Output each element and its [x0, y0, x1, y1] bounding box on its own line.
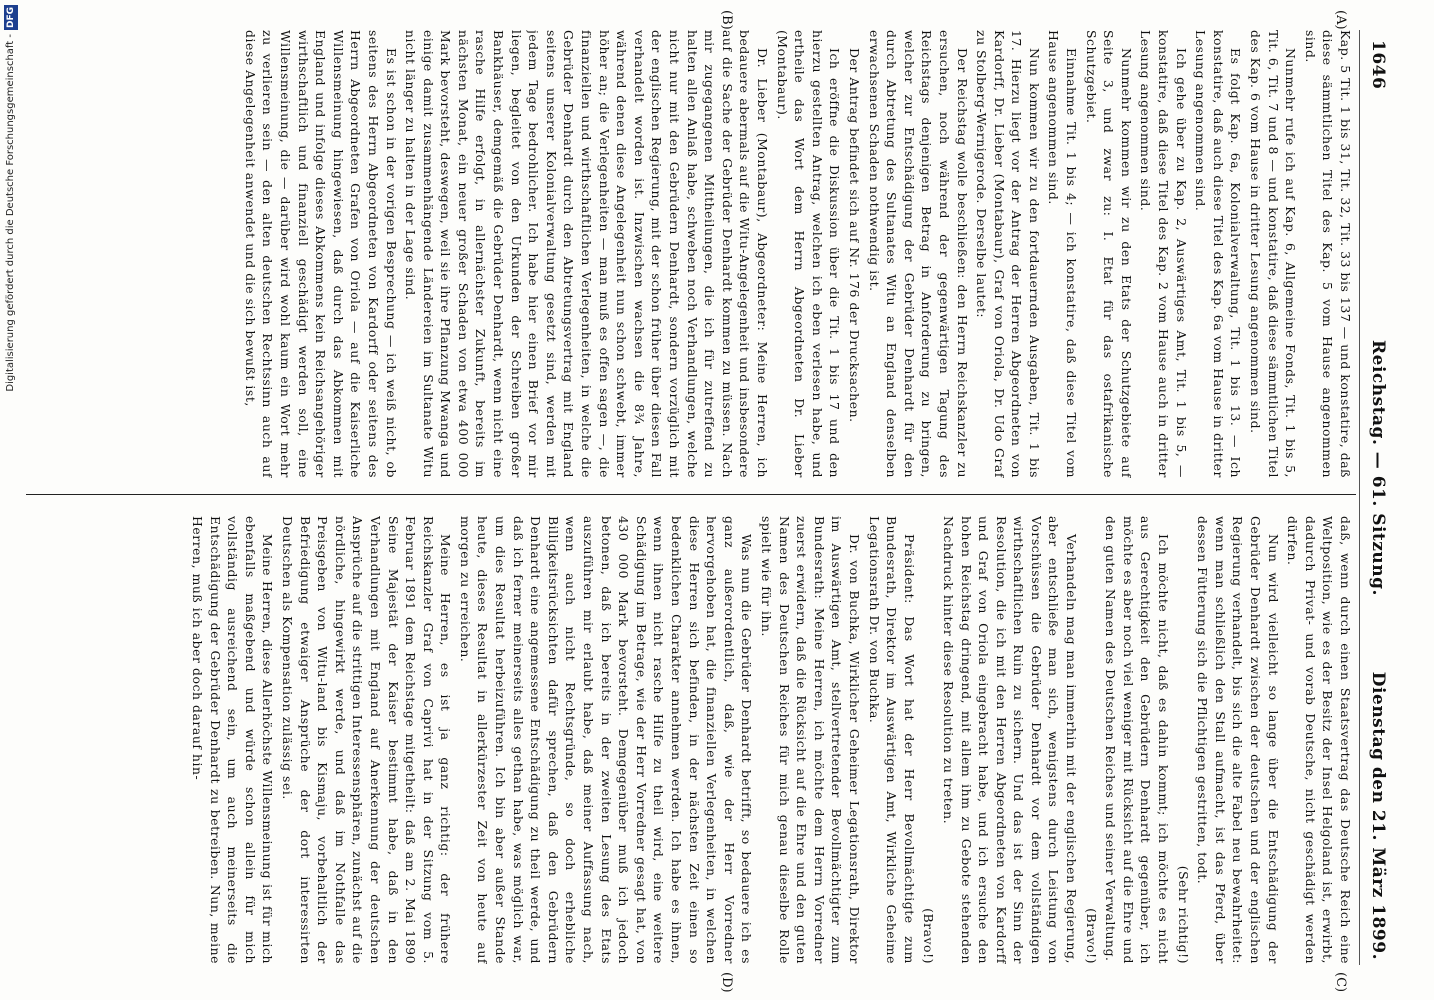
- interjection: (Sehr richtig!): [1175, 865, 1191, 964]
- paragraph: Was nun die Gebrüder Denhardt betrifft, so bedauere ich es ganz außerordentlich, daß, wie der Herr Vorredner hervorgehoben hat, die finanziellen Verlegenheiten, in welchen diese Herren sich befinden, in der nächsten Zeit einen so bedenklichen Charakter annehmen werden. Ich habe es ihnen, wenn ihnen nicht rasche Hilfe zu theil wird, eine weitere Schädigung im Betrage, wie der Herr Vorredner gesagt hat, von 430 000 Mark bevorsteht. Demgegenüber muß ich jedoch betonen, daß ich bereits in der zweiten Lesung des Etats auszuführen mir erlaubt habe, daß meiner Auffassung nach, wenn auch nicht Rechtsgründe, so doch erhebliche Billigkeitsrücksichten dafür sprechen, daß den Gebrüdern Denhardt eine angemessene Entschädigung zu theil werde, und daß ich ferner meinerseits alles gethan habe, was möglich war, um dies Resultat herbeizuführen. Ich bin aber außer Stande heute, dieses Resultat in allerkürzester Zeit von heute auf morgen zu erreichen.: [457, 516, 755, 964]
- dfg-logo: DFG: [6, 7, 16, 29]
- paragraph: Ich eröffne die Diskussion über die Tit. 1 bis 17 und den hierzu gestellten Antrag, welchen ich eben verlesen habe, und ertheile das Wort dem Herrn Abgeordneten Dr. Lieber (Montabaur).: [774, 30, 843, 478]
- paragraph: Nunmehr rufe ich auf Kap. 6, Allgemeine Fonds, Tit. 1 bis 5, Tit. 6, Tit. 7 und 8 — und konstatire, daß diese sämmtlichen Titel des Kap. 6 vom Hause in dritter Lesung angenommen sind.: [1248, 30, 1299, 478]
- paragraph: Es folgt Kap. 6a, Kolonialverwaltung, Tit. 1 bis 13. — Ich konstatire, daß auch diese Titel des Kap. 6a vom Hause in dritter Lesung angenommen sind.: [1193, 30, 1244, 478]
- page-header: [1362, 40, 1388, 960]
- interjection: (Bravo!): [1083, 908, 1099, 964]
- right-text-column: [34, 516, 1354, 964]
- marker-c: (C): [1333, 972, 1348, 993]
- marker-b: (B): [719, 10, 734, 30]
- paragraph: Nunmehr kommen wir zu den Etats der Schutzgebiete auf Seite 3, und zwar zu: I. Etat für das ostafrikanische Schutzgebiet.: [1083, 30, 1134, 478]
- speech-buchka: Dr. von Buchka, Wirklicher Geheimer Legationsrath, Direktor im Auswärtigen Amt, stellvertretender Bevollmächtigter zum Bundesrath: Meine Herren, ich möchte dem Herrn Vorredner zuerst erwidern, daß die Rücksicht auf die Ehre und den guten Namen des Deutschen Reiches für mich genau dieselbe Rolle spielt wie für ihn.: [759, 516, 862, 964]
- paragraph: Nun kommen wir zu den fortdauernden Ausgaben, Tit. 1 bis 17. Hierzu liegt vor der Antrag der Herren Abgeordneten von Kardorff, Dr. Lieber (Montabaur), Graf von Oriola, Dr. Udo Graf zu Stolberg-Wernigerode. Derselbe lautet:: [974, 30, 1042, 478]
- president-statement: Präsident: Das Wort hat der Herr Bevollmächtigte zum Bundesrath, Direktor im Auswärtigen Amt, Wirkliche Geheime Legationsrath Dr. von Buchka.: [866, 516, 917, 964]
- paragraph: Kap. 5 Tit. 1 bis 31, Tit. 32, Tit. 33 bis 137 — und konstatire, daß diese sämmtlichen Titel des Kap. 5 vom Hause angenommen sind.: [1302, 30, 1353, 478]
- marker-a: (A): [1333, 10, 1348, 30]
- paragraph: Nun wird vielleicht so lange über die Entschädigung der Gebrüder Denhardt zwischen der deutschen und der englischen Regierung verhandelt, bis sich die alte Fabel neu bewahrheitet: wenn man schließlich den Stall aufmacht, ist das Pferd, über dessen Fütterung sich die Pflichtigen gestritten, todt.: [1195, 516, 1281, 964]
- paragraph: Meine Herren, es ist ja ganz richtig: der frühere Reichskanzler Graf von Caprivi hat in der Sitzung vom 5. Februar 1891 dem Reichstage mitgetheilt: daß am 2. Mai 1890 Seine Majestät der Kaiser bestimmt habe, daß in den Verhandlungen mit England auf Anerkennung der deutschen Ansprüche auf die strittigen Interessensphären, zunächst auf die nördliche, hingewirkt werde, und daß im Nothfalle das Preisgeben von Witu-land bis Kismaju, vorbehaltlich der Befriedigung etwaiger Ansprüche der dort interessirten Deutschen als Kompensation zulässig sei.: [279, 516, 454, 964]
- credit-text: Digitalisierung gefördert durch die Deutsche Forschungsgemeinschaft -: [5, 34, 16, 392]
- session-title: Reichstag. — 61. Sitzung.: [1368, 340, 1388, 596]
- paragraph: Ich gehe über zu Kap. 2, Auswärtiges Amt, Tit. 1 bis 5, — konstatire, daß diese Titel des Kap. 2 vom Hause auch in dritter Lesung angenommen sind.: [1138, 30, 1189, 478]
- paragraph: daß, wenn durch einen Staatsvertrag das Deutsche Reich eine Weltposition, wie es der Besitz der Insel Helgoland ist, erwirbt, dadurch Privat- und vorab Deutsche, nicht geschädigt werden dürfen.: [1285, 516, 1353, 964]
- session-date: Dienstag den 21. März 1899.: [1368, 671, 1388, 960]
- left-text-column: [34, 30, 1354, 478]
- paragraph: Verhandeln mag man immerhin mit der englischen Regierung, aber entschließe man sich, wenigstens durch Leistung von Vorschüssen die Gebrüder Denhardt vor dem vollständigen wirthschaftlichen Ruin zu sichern. Und das ist der Sinn der Resolution, die ich mit den Herren Abgeordneten von Kardorff und Graf von Oriola eingebracht habe, und ich ersuche den hohen Reichstag dringend, mit allem ihm zu Gebote stehenden Nachdruck hinter diese Resolution zu treten.: [940, 516, 1080, 964]
- speech-lieber: Dr. Lieber (Montabaur), Abgeordneter: Meine Herren, ich bedauere abermals auf die Witu-Angelegenheit und insbesondere auf die Sache der Gebrüder Denhardt kommen zu müssen. Nach mir zugegangenen Mittheilungen, die ich für zutreffend zu halten allen Anlaß habe, schweben noch Verhandlungen, welche nicht nur mit den Gebrüdern Denhardt, sondern vorzüglich mit der englischen Regierung, mit der schon früher über diesen Fall verhandelt worden ist. Inzwischen wachsen die 8¾ Jahre, während denen diese Angelegenheit nun schon schwebt, immer höher an; die Verlegenheiten — man muß es offen sagen —, die finanziellen und wirthschaftlichen Verlegenheiten, in welche die Gebrüder Denhardt durch den Abtretungsvertrag mit England seitens unserer Kolonialverwaltung gesetzt sind, werden mit jedem Tage bedrohlicher. Ich habe hier einen Brief vor mir liegen, begleitet von den Urkunden der Schreiben großer Bankhäuser, demgemäß die Gebrüder Denhardt, wenn nicht eine rasche Hilfe erfolgt, in allernächster Zukunft, bereits im nächsten Monat, ein neuer großer Schaden von etwa 400 000 Mark bevorsteht, deswegen, weil sie ihre Pflanzung Mwanga und einige damit zusammenhängende Ländereien im Sultanate Witu nicht länger zu halten in der Lage sind.: [403, 30, 770, 478]
- paragraph: Es ist schon in der vorigen Besprechung — ich weiß nicht, ob seitens des Herrn Abgeordneten von Kardorff oder seitens des Herrn Abgeordneten Grafen von Oriola — auf die Kaiserliche Willensmeinung hingewiesen, daß durch das Abkommen mit England und infolge dieses Abkommens kein Reichsangehöriger wirthschaftlich und finanziell geschädigt werden soll, eine Willensmeinung, die — darüber wird wohl kaum ein Wort mehr zu verlieren sein — den alten deutschen Rechtssinn auch auf diese Angelegenheit anwendet und die sich bewußt ist,: [242, 30, 399, 478]
- header-rule: [1359, 30, 1360, 965]
- page-number: 1646: [1368, 40, 1388, 90]
- paragraph: Ich möchte nicht, daß es dahin kommt; ich möchte es nicht aus Gerechtigkeit den Gebrüdern Denhardt gegenüber, ich möchte es aber noch viel weniger mit Rücksicht auf die Ehre und den guten Namen des Deutschen Reiches und seiner Verwaltung.: [1103, 516, 1172, 964]
- digitization-credit: [4, 5, 18, 1000]
- paragraph: Einnahme Tit. 1 bis 4; — ich konstatire, daß diese Titel vom Hause angenommen sind.: [1046, 30, 1080, 478]
- paragraph: Der Antrag befindet sich auf Nr. 176 der Drucksachen.: [846, 48, 862, 423]
- motion-text: Der Reichstag wolle beschließen: den Herrn Reichskanzler zu ersuchen, noch während der gegenwärtigen Tagung des Reichstags denjenigen Betrag in Anforderung zu bringen, welcher zur Entschädigung der Gebrüder Denhardt für den durch Abtretung des Sultanates Witu an England denselben erwachsenen Schaden nothwendig ist.: [866, 30, 970, 478]
- paragraph: Meine Herren, diese Allerhöchste Willensmeinung ist für mich ebenfalls maßgebend und würde schon allein für mich vollständig ausreichend sein, um auch meinerseits die Entschädigung der Gebrüder Denhardt zu betreiben. Nun, meine Herren, muß ich aber doch darauf hin-: [190, 516, 276, 964]
- marker-d: (D): [719, 972, 734, 993]
- column-divider: [26, 494, 1356, 495]
- interjection: (Bravo!): [921, 908, 937, 964]
